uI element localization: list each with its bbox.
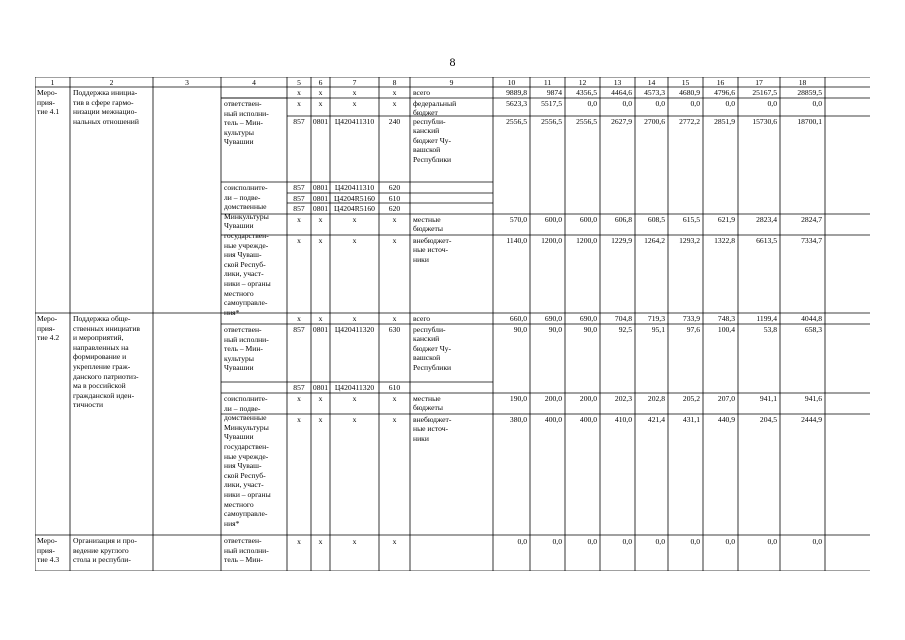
co-executors: ния Чуваш-	[224, 250, 262, 260]
value-cell: 4680,9	[679, 87, 700, 97]
value-cell: 6613,5	[756, 235, 777, 245]
value-cell: 5623,3	[506, 98, 527, 108]
value-cell: 615,5	[682, 214, 700, 224]
responsible-executor: Чувашии	[224, 137, 254, 147]
co-executors: самоуправле-	[224, 298, 268, 308]
value-cell: 0,0	[552, 536, 562, 546]
column-header-5: 5	[297, 77, 301, 87]
code-gr: 857	[293, 203, 305, 213]
funding-source: бюджеты	[413, 403, 443, 413]
co-executors: домственные	[224, 202, 267, 212]
code-kind: x	[392, 393, 397, 403]
co-executors: государствен-	[224, 231, 269, 240]
co-executors: ской Респуб-	[224, 470, 266, 480]
code-section: x	[318, 235, 323, 245]
value-cell: 1200,0	[541, 235, 562, 245]
value-cell: 690,0	[579, 313, 597, 323]
co-executors: соисполните-	[224, 394, 268, 403]
column-header-11: 11	[543, 77, 552, 87]
code-target: Ц420411310	[334, 116, 375, 126]
code-kind: 240	[388, 116, 401, 126]
code-gr: x	[297, 393, 301, 403]
code-gr: x	[297, 536, 301, 546]
code-section: 0801	[312, 324, 329, 334]
funding-source: ники	[413, 254, 429, 264]
event-description: Поддержка обще-	[73, 314, 131, 323]
funding-source: бюджет Чу-	[413, 343, 452, 353]
code-section: x	[318, 414, 323, 424]
event-description: направленных на	[73, 342, 129, 352]
value-cell: 1322,8	[714, 235, 735, 245]
value-cell: 1140,0	[506, 235, 527, 245]
funding-source: бюджет	[413, 108, 438, 118]
code-target: Ц420411310	[334, 182, 375, 192]
code-section: x	[318, 393, 323, 403]
column-header-15: 15	[681, 77, 690, 87]
value-cell: 0,0	[767, 98, 777, 108]
code-gr: x	[297, 313, 301, 323]
value-cell: 92,5	[618, 324, 632, 334]
value-cell: 2556,5	[506, 116, 527, 126]
code-gr: x	[297, 214, 301, 224]
co-executors: ники – органы	[224, 279, 271, 288]
code-section: x	[318, 214, 323, 224]
value-cell: 658,3	[804, 324, 822, 334]
co-executors: ные учрежде-	[224, 240, 269, 250]
value-cell: 704,8	[614, 313, 632, 323]
value-cell: 53,8	[763, 324, 777, 334]
value-cell: 431,1	[682, 414, 700, 424]
responsible-executor: ный исполни-	[224, 545, 269, 555]
co-executors: ли – подве-	[224, 403, 261, 413]
value-cell: 0,0	[725, 98, 735, 108]
column-header-16: 16	[716, 77, 725, 87]
responsible-executor: культуры	[224, 127, 254, 137]
value-cell: 95,1	[651, 324, 665, 334]
value-cell: 4044,8	[801, 313, 822, 323]
value-cell: 4573,3	[644, 87, 665, 97]
column-header-9: 9	[449, 77, 454, 87]
code-kind: 620	[388, 182, 401, 192]
funding-source: ники	[413, 433, 429, 443]
value-cell: 2627,9	[611, 116, 632, 126]
code-gr: x	[297, 98, 301, 108]
event-label: тие 4.1	[37, 107, 60, 117]
column-header-8: 8	[392, 77, 397, 87]
column-header-3: 3	[185, 77, 189, 87]
value-cell: 440,9	[717, 414, 735, 424]
code-section: 0801	[312, 116, 329, 126]
value-cell: 2851,9	[714, 116, 735, 126]
value-cell: 2556,5	[576, 116, 597, 126]
code-section: x	[318, 98, 323, 108]
code-gr: 857	[293, 116, 305, 126]
code-gr: 857	[293, 382, 305, 392]
column-header-2: 2	[109, 77, 114, 87]
event-description: тив в сфере гармо-	[73, 97, 134, 107]
code-kind: x	[392, 87, 397, 97]
value-cell: 9874	[546, 87, 562, 97]
co-executors: ской Респуб-	[224, 259, 266, 269]
responsible-executor: Чувашии	[224, 363, 254, 373]
event-description: нальных отношений	[73, 116, 139, 126]
code-target: x	[352, 214, 357, 224]
value-cell: 90,0	[548, 324, 562, 334]
code-target: x	[352, 414, 357, 424]
co-executors: ния Чуваш-	[224, 461, 262, 471]
column-header-6: 6	[318, 77, 323, 87]
code-target: x	[352, 235, 357, 245]
co-executors: домственные	[224, 413, 267, 423]
value-cell: 941,1	[759, 393, 777, 403]
co-executors: ники – органы	[224, 490, 271, 499]
value-cell: 1199,4	[756, 313, 777, 323]
funding-source: внебюджет-	[413, 414, 452, 424]
event-description: ведение круглого	[73, 545, 129, 555]
budget-table	[35, 77, 870, 571]
value-cell: 25167,5	[752, 87, 777, 97]
responsible-executor: ответствен-	[224, 99, 262, 108]
value-cell: 0,0	[587, 536, 597, 546]
value-cell: 941,6	[804, 393, 822, 403]
value-cell: 202,8	[647, 393, 665, 403]
co-executors: местного	[224, 499, 254, 509]
funding-source: ные источ-	[413, 245, 449, 255]
code-target: Ц420411320	[334, 382, 375, 392]
event-description: стола и республи-	[73, 555, 131, 565]
co-executors: ные учрежде-	[224, 451, 269, 461]
funding-source: канский	[413, 126, 440, 136]
code-kind: 610	[388, 382, 401, 392]
code-target: x	[352, 536, 357, 546]
column-header-13: 13	[613, 77, 622, 87]
value-cell: 0,0	[517, 536, 527, 546]
value-cell: 2772,2	[679, 116, 700, 126]
event-description: Организация и про-	[73, 536, 137, 545]
co-executors: местного	[224, 288, 254, 298]
value-cell: 190,0	[509, 393, 527, 403]
event-label: тие 4.2	[37, 333, 60, 343]
code-target: x	[352, 98, 357, 108]
value-cell: 1229,9	[611, 235, 632, 245]
responsible-executor: ный исполни-	[224, 334, 269, 344]
column-header-17: 17	[755, 77, 763, 87]
value-cell: 90,0	[513, 324, 527, 334]
co-executors: ния*	[224, 307, 240, 317]
code-kind: x	[392, 313, 397, 323]
funding-source: бюджет Чу-	[413, 135, 452, 145]
column-header-4: 4	[252, 77, 256, 87]
funding-source: республи-	[413, 324, 446, 334]
event-description: и мероприятий,	[73, 333, 124, 343]
code-section: x	[318, 536, 323, 546]
code-section: 0801	[312, 203, 329, 213]
value-cell: 400,0	[544, 414, 562, 424]
code-target: x	[352, 87, 357, 97]
code-gr: 857	[293, 324, 305, 334]
value-cell: 5517,5	[541, 98, 562, 108]
value-cell: 207,0	[717, 393, 735, 403]
event-description: формирование и	[73, 352, 127, 362]
value-cell: 570,0	[509, 214, 527, 224]
responsible-executor: тель – Мин-	[224, 555, 263, 565]
co-executors: государствен-	[224, 442, 269, 451]
value-cell: 4356,5	[576, 87, 597, 97]
value-cell: 600,0	[579, 214, 597, 224]
column-header-12: 12	[578, 77, 587, 87]
code-kind: x	[392, 235, 397, 245]
responsible-executor: тель – Мин-	[224, 118, 263, 128]
co-executors: самоуправле-	[224, 509, 268, 519]
column-header-14: 14	[647, 77, 656, 87]
value-cell: 9889,8	[506, 87, 527, 97]
funding-source: внебюджет-	[413, 235, 452, 245]
value-cell: 748,3	[717, 313, 735, 323]
value-cell: 90,0	[583, 324, 597, 334]
code-section: x	[318, 313, 323, 323]
code-target: Ц420411320	[334, 324, 375, 334]
funding-source: ные источ-	[413, 424, 449, 434]
responsible-executor: ответствен-	[224, 536, 262, 545]
funding-source: Республики	[413, 362, 452, 372]
value-cell: 0,0	[812, 98, 822, 108]
value-cell: 0,0	[767, 536, 777, 546]
funding-source: федеральный	[413, 98, 457, 108]
code-gr: x	[297, 235, 301, 245]
value-cell: 2824,7	[801, 214, 822, 224]
value-cell: 0,0	[655, 98, 665, 108]
value-cell: 1293,2	[679, 235, 700, 245]
value-cell: 1200,0	[576, 235, 597, 245]
value-cell: 606,8	[614, 214, 632, 224]
column-header-18: 18	[798, 77, 807, 87]
page-number: 8	[449, 55, 456, 69]
co-executors: ли – подве-	[224, 192, 261, 202]
event-label: прия-	[37, 323, 55, 333]
code-section: 0801	[312, 182, 329, 192]
code-gr: x	[297, 414, 301, 424]
code-gr: 857	[293, 182, 305, 192]
funding-source: всего	[413, 313, 431, 323]
value-cell: 4464,6	[611, 87, 632, 97]
funding-source: канский	[413, 334, 440, 344]
value-cell: 28859,5	[797, 87, 822, 97]
column-header-7: 7	[352, 77, 357, 87]
co-executors: Чувашии	[224, 432, 254, 442]
value-cell: 0,0	[690, 98, 700, 108]
funding-source: вашской	[413, 145, 441, 155]
code-section: x	[318, 87, 323, 97]
value-cell: 0,0	[690, 536, 700, 546]
value-cell: 1264,2	[644, 235, 665, 245]
funding-source: местные	[413, 393, 441, 403]
value-cell: 0,0	[655, 536, 665, 546]
event-description: данского патриотиз-	[73, 371, 139, 381]
value-cell: 608,5	[647, 214, 665, 224]
code-gr: x	[297, 87, 301, 97]
value-cell: 202,3	[614, 393, 632, 403]
value-cell: 733,9	[682, 313, 700, 323]
code-kind: 620	[388, 203, 401, 213]
event-description: ственных инициатив	[73, 323, 140, 333]
value-cell: 2700,6	[644, 116, 665, 126]
column-header-1: 1	[50, 77, 55, 87]
code-kind: 630	[388, 324, 401, 334]
funding-source: вашской	[413, 353, 441, 363]
value-cell: 410,0	[614, 414, 632, 424]
code-section: 0801	[312, 382, 329, 392]
value-cell: 100,4	[717, 324, 735, 334]
event-label: Меро-	[37, 314, 58, 323]
code-kind: x	[392, 98, 397, 108]
co-executors: ния*	[224, 518, 240, 528]
value-cell: 621,9	[717, 214, 735, 224]
funding-source: республи-	[413, 116, 446, 126]
code-kind: x	[392, 414, 397, 424]
value-cell: 690,0	[544, 313, 562, 323]
event-label: Меро-	[37, 88, 58, 97]
event-description: ма в российской	[73, 381, 126, 391]
value-cell: 719,3	[647, 313, 665, 323]
value-cell: 2823,4	[756, 214, 777, 224]
value-cell: 421,4	[647, 414, 665, 424]
value-cell: 205,2	[682, 393, 700, 403]
event-label: Меро-	[37, 536, 58, 545]
responsible-executor: культуры	[224, 353, 254, 363]
value-cell: 4796,6	[714, 87, 735, 97]
value-cell: 200,0	[544, 393, 562, 403]
value-cell: 0,0	[812, 536, 822, 546]
responsible-executor: ответствен-	[224, 325, 262, 334]
code-section: 0801	[312, 193, 329, 203]
value-cell: 15730,6	[752, 116, 777, 126]
value-cell: 0,0	[622, 536, 632, 546]
event-label: тие 4.3	[37, 555, 60, 565]
co-executors: Минкультуры	[224, 422, 269, 432]
value-cell: 18700,1	[797, 116, 822, 126]
co-executors: Минкультуры	[224, 211, 269, 221]
value-cell: 7334,7	[801, 235, 822, 245]
code-target: Ц4204R5160	[334, 193, 375, 203]
funding-source: всего	[413, 87, 431, 97]
event-description: укрепление граж-	[73, 362, 131, 371]
responsible-executor: тель – Мин-	[224, 344, 263, 354]
code-kind: 610	[388, 193, 401, 203]
value-cell: 0,0	[622, 98, 632, 108]
event-description: гражданской иден-	[73, 390, 135, 400]
event-label: прия-	[37, 545, 55, 555]
value-cell: 660,0	[509, 313, 527, 323]
co-executors: лики, участ-	[224, 480, 264, 490]
code-kind: x	[392, 214, 397, 224]
value-cell: 204,5	[759, 414, 777, 424]
co-executors: соисполните-	[224, 183, 268, 192]
event-description: низации межнацио-	[73, 107, 137, 117]
value-cell: 2556,5	[541, 116, 562, 126]
value-cell: 400,0	[579, 414, 597, 424]
funding-source: Республики	[413, 154, 452, 164]
value-cell: 0,0	[725, 536, 735, 546]
co-executors: лики, участ-	[224, 269, 264, 279]
code-gr: 857	[293, 193, 305, 203]
code-target: x	[352, 313, 357, 323]
funding-source: бюджеты	[413, 224, 443, 234]
event-description: тичности	[73, 400, 104, 410]
value-cell: 600,0	[544, 214, 562, 224]
event-label: прия-	[37, 97, 55, 107]
responsible-executor: ный исполни-	[224, 108, 269, 118]
code-target: Ц4204R5160	[334, 203, 375, 213]
value-cell: 97,6	[686, 324, 700, 334]
value-cell: 2444,9	[801, 414, 822, 424]
co-executors: Чувашии	[224, 221, 254, 231]
column-header-10: 10	[507, 77, 516, 87]
code-kind: x	[392, 536, 397, 546]
funding-source: местные	[413, 214, 441, 224]
value-cell: 380,0	[509, 414, 527, 424]
value-cell: 0,0	[587, 98, 597, 108]
code-target: x	[352, 393, 357, 403]
event-description: Поддержка инициа-	[73, 88, 138, 97]
value-cell: 200,0	[579, 393, 597, 403]
